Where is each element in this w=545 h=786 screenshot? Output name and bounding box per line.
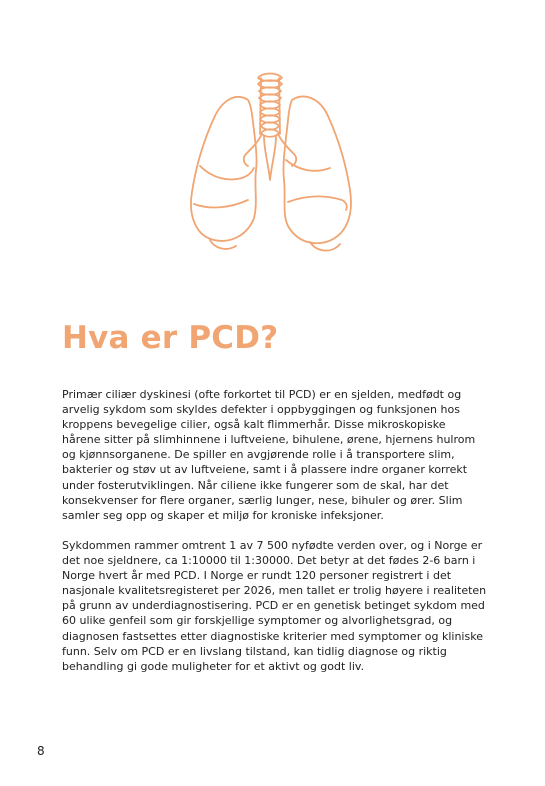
paragraph-intro: Primær ciliær dyskinesi (ofte forkortet til PCD) er en sjelden, medfødt og arvelig sykdom som skyldes defekter i oppbyggingen og funksjonen hos kroppens bevegelige cilier, også kalt flimmerhår. Disse mikroskopiske hårene sitter på slimhinnene i luftveiene, bihulene, ørene, hjernens hulrom og kjønnsorganene. De spiller en avgjørende rolle i å transportere slim, bakterier og støv ut av luftveiene, samt i å plassere indre organer korrekt under fosterutviklingen. Når ciliene ikke fungerer som de skal, har det konsekvenser for flere organer, særlig lunger, nese, bihuler og ører. Slim samler seg opp og skaper et miljø for kroniske infeksjoner.: [62, 388, 476, 522]
lungs-line-art-icon: [170, 70, 370, 260]
page-title: Hva er PCD?: [62, 320, 279, 356]
paragraph-prevalence: Sykdommen rammer omtrent 1 av 7 500 nyfødte verden over, og i Norge er det noe sjeldnere, ca 1:10000 til 1:30000. Det betyr at det fødes 2-6 barn i Norge hvert år med PCD. I Norge er rundt 120 personer registrert i det nasjonale kvalitetsregisteret per 2026, men tallet er trolig høyere i realiteten på grunn av underdiagnostisering. PCD er en genetisk betinget sykdom med 60 ulike genfeil som gir forskjellige symptomer og alvorlighetsgrad, og diagnosen fastsettes etter diagnostiske kriterier med symptomer og kliniske funn. Selv om PCD er en livslang tilstand, kan tidlig diagnose og riktig behandling gi gode muligheter for et aktivt og godt liv.: [62, 539, 487, 673]
page-number: 8: [37, 744, 45, 758]
